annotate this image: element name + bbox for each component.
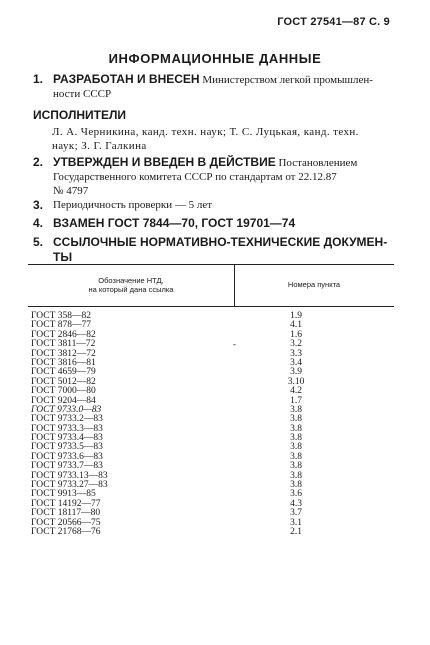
item-number: 4. [33,216,44,230]
table-cell-document: ГОСТ 9913—85 [31,489,96,500]
table-cell-document: ГОСТ 7000—80 [31,386,96,397]
item-1 [33,72,393,101]
table-cell-document: ГОСТ 2846—82 [31,329,96,340]
item-heading: ССЫЛОЧНЫЕ НОРМАТИВНО-ТЕХНИЧЕСКИЕ ДОКУМЕН- [53,235,388,249]
table-cell-point: 3.8 [290,433,302,444]
reference-table-body [31,312,371,537]
table-cell-point: 3.8 [290,414,302,425]
table-cell-document: ГОСТ 20566—75 [31,517,101,528]
item-5 [33,235,393,265]
stray-mark: - [233,339,236,349]
table-cell-document: ГОСТ 14192—77 [31,498,101,509]
item-number: 2. [33,155,44,169]
item-text-line-3: № 4797 [53,185,89,197]
table-cell-point: 4.2 [290,386,302,397]
table-cell-point: 3.10 [287,376,305,387]
table-cell-point: 1.6 [290,329,302,340]
item-text: Постановлением [278,157,358,169]
table-cell-document: ГОСТ 9204—84 [31,395,96,406]
item-text-cont: ности СССР [53,88,112,100]
table-cell-point: 1.9 [290,311,302,321]
item-text-line-2: Государственного комитета СССР по стандартам от 22.12.87 [53,171,337,183]
column-header-document [28,276,234,294]
table-cell-point: 2.1 [290,526,302,537]
table-cell-point: 3.8 [290,404,302,415]
table-cell-document: ГОСТ 3811—72 [31,339,96,350]
table-cell-point: 3.8 [290,461,302,472]
table-cell-point: 3.8 [290,480,302,491]
table-cell-document: ГОСТ 21768—76 [31,526,101,537]
table-cell-point: 1.7 [290,395,302,406]
table-cell-document: ГОСТ 3812—72 [31,348,96,359]
table-cell-point: 3.2 [290,339,302,350]
item-heading-cont: ТЫ [53,250,73,264]
table-cell-point: 3.7 [290,508,302,519]
table-cell-document: ГОСТ 3816—81 [31,357,96,368]
item-number: 5. [33,235,44,249]
table-cell-point: 3.8 [290,470,302,481]
table-cell-point: 3.8 [290,423,302,434]
table-cell-document: ГОСТ 9733.13—83 [31,470,108,481]
table-cell-point: 3.8 [290,451,302,462]
executors-line-2: наук; З. Г. Галкина [52,140,147,152]
item-3 [33,198,393,212]
table-cell-document: ГОСТ 9733.0—83 [31,404,102,415]
table-cell-document: ГОСТ 9733.4—83 [31,433,103,444]
executors-list [52,125,392,153]
item-text: Министерством легкой промышлен- [202,74,373,86]
page-title: ИНФОРМАЦИОННЫЕ ДАННЫЕ [108,51,322,66]
item-heading: ВЗАМЕН ГОСТ 7844—70, ГОСТ 19701—74 [53,216,296,230]
table-cell-document: ГОСТ 878—77 [31,320,91,331]
executors-heading: ИСПОЛНИТЕЛИ [33,108,127,122]
reference-table-header [28,264,394,307]
table-cell-document: ГОСТ 358—82 [31,311,91,321]
table-cell-document: ГОСТ 5012—82 [31,376,96,387]
column-header-line-1: Обозначение НТД, [98,276,164,285]
item-4 [33,216,393,231]
table-cell-point: 3.4 [290,357,302,368]
item-number: 1. [33,72,44,86]
item-text: Периодичность проверки — 5 лет [53,199,213,211]
item-heading: РАЗРАБОТАН И ВНЕСЕН [53,72,200,86]
table-cell-document: ГОСТ 4659—79 [31,367,96,378]
table-cell-document: ГОСТ 9733.6—83 [31,451,103,462]
table-cell-document: ГОСТ 9733.5—83 [31,442,103,453]
column-header-point: Номера пункта [287,280,341,289]
column-header-line-2: на который дана ссылка [88,285,174,294]
table-cell-point: 3.6 [290,489,302,500]
table-cell-point: 3.8 [290,442,302,453]
table-cell-point: 3.1 [290,517,302,528]
executors-line-1: Л. А. Черникина, канд. техн. наук; Т. С. Луцькая, канд. техн. [52,126,359,138]
item-2 [33,155,393,198]
table-cell-document: ГОСТ 9733.2—83 [31,414,103,425]
table-cell-point: 4.1 [290,320,302,331]
table-cell-document: ГОСТ 18117—80 [31,508,101,519]
item-heading: УТВЕРЖДЕН И ВВЕДЕН В ДЕЙСТВИЕ [53,155,276,169]
page-header: ГОСТ 27541—87 С. 9 [277,16,390,28]
table-cell-document: ГОСТ 9733.27—83 [31,480,108,491]
table-cell-document: ГОСТ 9733.7—83 [31,461,103,472]
table-cell-point: 3.9 [290,367,302,378]
table-cell-document: ГОСТ 9733.3—83 [31,423,103,434]
item-number: 3. [33,198,44,212]
table-cell-point: 4.3 [290,498,302,509]
table-row [31,528,371,537]
table-cell-point: 3.3 [290,348,302,359]
